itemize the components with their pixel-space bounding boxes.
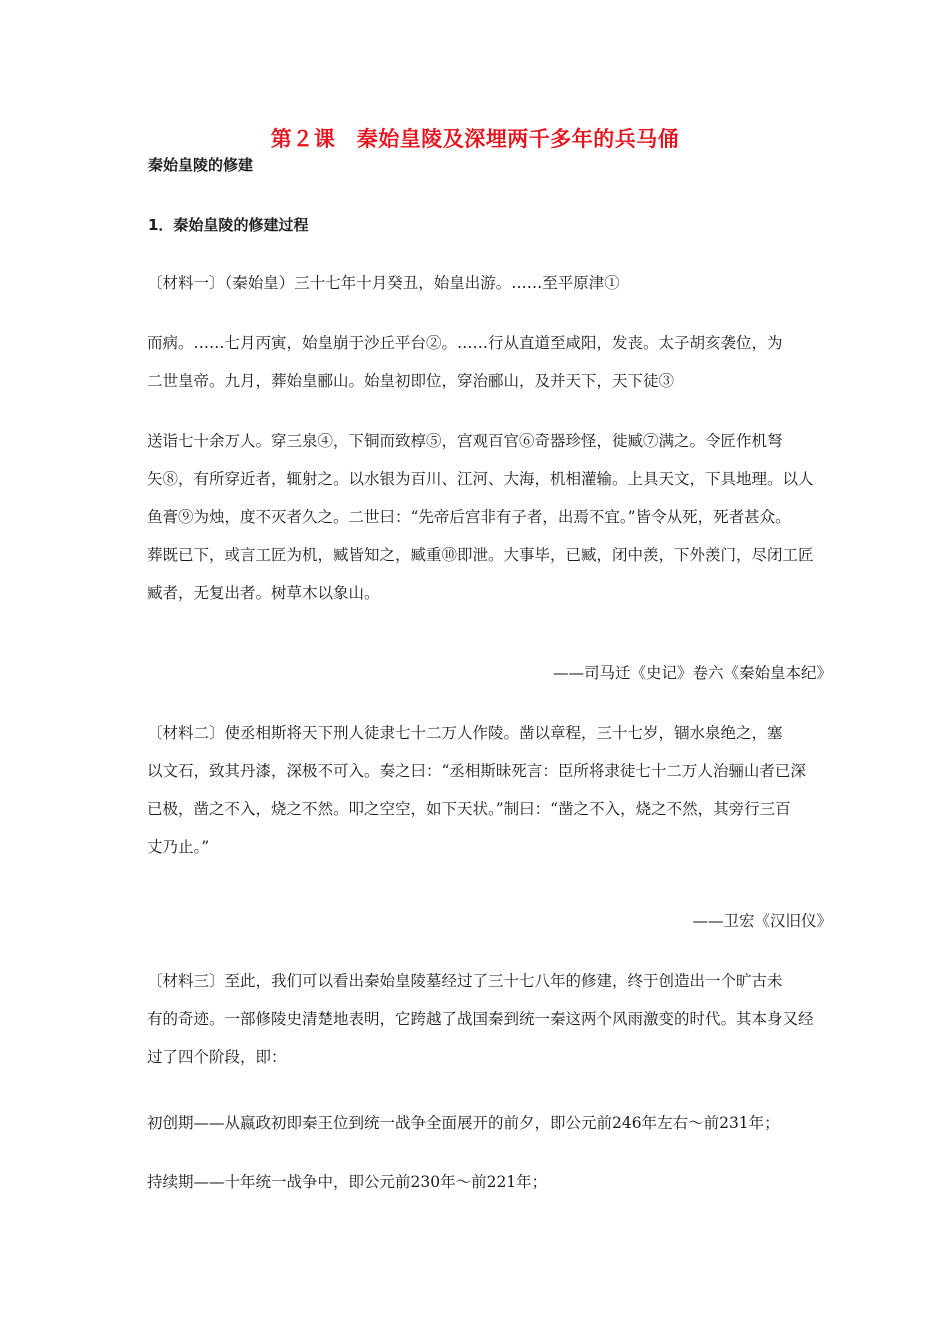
text-line: 〔材料一〕（秦始皇）三十七年十月癸丑，始皇出游。……至平原津① [147,274,620,292]
material1-paragraph-2 [147,324,833,400]
material2-paragraph [147,714,833,866]
text-line: 而病。……七月丙寅，始皇崩于沙丘平台②。……行从直道至咸阳，发丧。太子胡亥袭位，为 [147,334,783,352]
material2-source: ——卫宏《汉旧仪》 [692,912,832,930]
text-line: 初创期——从嬴政初即秦王位到统一战争全面展开的前夕，即公元前246年左右～前231年； [147,1114,780,1132]
text-line: 臧者，无复出者。树草木以象山。 [147,584,380,602]
material1-paragraph-3 [147,422,833,612]
text-line: 有的奇迹。一部修陵史清楚地表明，它跨越了战国秦到统一秦这两个风雨激变的时代。其本身又经 [147,1010,814,1028]
text-line: 矢⑧，有所穿近者，辄射之。以水银为百川、江河、大海，机相灌输。上具天文，下具地理。以人 [147,470,814,488]
material1-source: ——司马迁《史记》卷六《秦始皇本纪》 [552,664,832,682]
phase-2 [147,1163,833,1201]
lesson-title: 第２课 秦始皇陵及深埋两千多年的兵马俑 [270,127,680,151]
text-line: 二世皇帝。九月，葬始皇郦山。始皇初即位，穿治郦山，及并天下，天下徒③ [147,372,675,390]
text-line: 葬既已下，或言工匠为机，臧皆知之，臧重⑩即泄。大事毕，已臧，闭中羡，下外羡门，尽闭工匠 [147,546,814,564]
section-heading: 秦始皇陵的修建 [148,156,254,174]
text-line: 已极，凿之不入，烧之不然。叩之空空，如下天状。”制曰：“凿之不入，烧之不然，其旁行三百 [147,800,791,818]
text-line: 〔材料二〕使丞相斯将天下刑人徒隶七十二万人作陵。凿以章程，三十七岁，锢水泉绝之，塞 [147,724,783,742]
phase-1 [147,1104,833,1142]
text-line: 送诣七十余万人。穿三泉④，下铜而致椁⑤，宫观百官⑥奇器珍怪，徙臧⑦满之。令匠作机弩 [147,432,783,450]
text-line: 〔材料三〕至此，我们可以看出秦始皇陵墓经过了三十七八年的修建，终于创造出一个旷古未 [147,972,783,990]
text-line: 丈乃止。” [147,838,210,856]
text-line: 过了四个阶段，即： [147,1048,287,1066]
material3-paragraph [147,962,833,1076]
material1-paragraph-1 [147,264,833,302]
subheading: 1．秦始皇陵的修建过程 [148,216,309,234]
text-line: 鱼膏⑨为烛，度不灭者久之。二世曰：“先帝后宫非有子者，出焉不宜。”皆令从死，死者甚众。 [147,508,791,526]
text-line: 持续期——十年统一战争中，即公元前230年～前221年； [147,1173,548,1191]
text-line: 以文石，致其丹漆，深极不可入。奏之曰：“丞相斯昧死言：臣所将隶徒七十二万人治骊山者已深 [147,762,806,780]
